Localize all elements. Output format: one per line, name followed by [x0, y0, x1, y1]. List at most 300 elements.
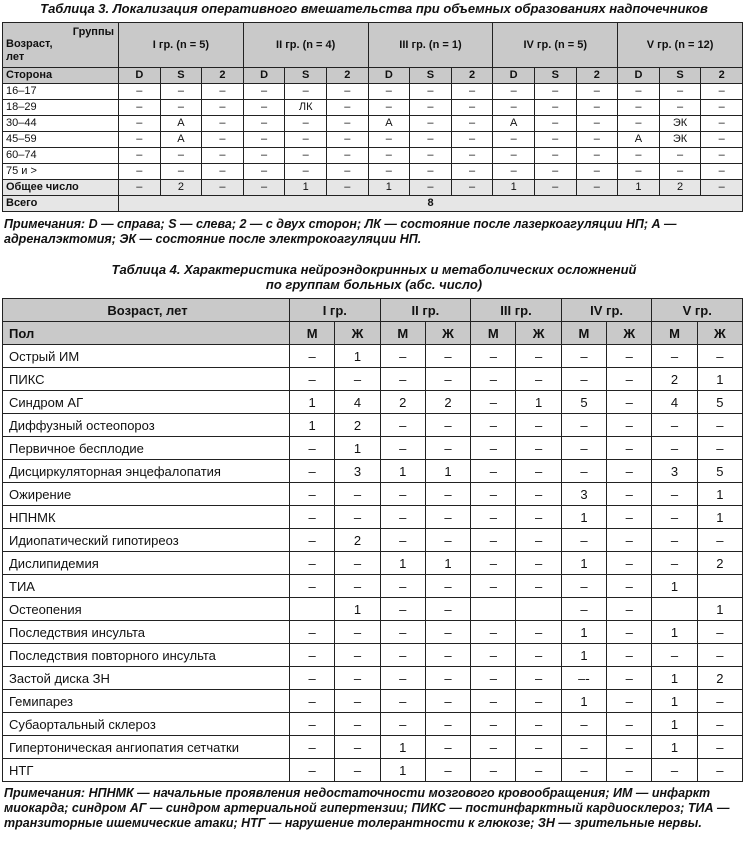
table-cell: –: [119, 84, 161, 100]
table-cell: –: [119, 164, 161, 180]
table4-sex-header: М: [471, 322, 516, 345]
table-cell: –: [119, 132, 161, 148]
table-cell: –: [290, 736, 335, 759]
table-cell: –: [607, 460, 652, 483]
table3-subcol-header: S: [659, 68, 701, 84]
row-label: 45–59: [3, 132, 119, 148]
table-cell: –: [493, 84, 535, 100]
table-cell: –: [285, 164, 327, 180]
table-cell: –: [659, 100, 701, 116]
table-cell: –: [607, 667, 652, 690]
table-row: [3, 132, 743, 148]
table-cell: –: [471, 736, 516, 759]
table-cell: –: [607, 368, 652, 391]
table-row: [3, 575, 743, 598]
table-cell: –: [380, 644, 425, 667]
table-cell: –: [471, 552, 516, 575]
table-cell: –: [652, 644, 697, 667]
table-cell: –: [607, 621, 652, 644]
table3: [2, 22, 743, 212]
table-cell: –: [516, 345, 561, 368]
table-cell: –: [326, 180, 368, 196]
table-cell: –: [243, 116, 285, 132]
table-cell: –: [425, 529, 470, 552]
table-cell: –: [335, 575, 380, 598]
row-label: Остеопения: [3, 598, 290, 621]
table-cell: –: [368, 132, 410, 148]
row-label: Дислипидемия: [3, 552, 290, 575]
table4-note: Примечания: НПНМК — начальные проявления недостаточности мозгового кровообращения; ИМ — инфаркт миокарда; синдром АГ — синдром артериальной гипертензии; ПИКС — постинфарктный кардиосклероз; ТИА — транзиторные ишемические атаки; НТГ — нарушение толерантности к глюкозе; ЗН — зрительные нервы.: [4, 786, 730, 830]
table-cell: –: [410, 148, 452, 164]
table-cell: 1: [652, 575, 697, 598]
table-cell: 1: [380, 552, 425, 575]
table-cell: 1: [493, 180, 535, 196]
table-cell: –: [326, 116, 368, 132]
table-cell: –: [607, 483, 652, 506]
table-cell: –: [119, 148, 161, 164]
table-cell: –: [380, 690, 425, 713]
table-row: [3, 736, 743, 759]
table-cell: –: [368, 164, 410, 180]
table-cell: –: [380, 575, 425, 598]
table3-side-header: [3, 68, 743, 84]
row-label: Гемипарез: [3, 690, 290, 713]
table4-group-header: [3, 299, 743, 322]
table-cell: –: [368, 84, 410, 100]
table-cell: 1: [290, 414, 335, 437]
table-cell: 1: [652, 713, 697, 736]
table-cell: –: [607, 713, 652, 736]
table-cell: –: [471, 460, 516, 483]
row-label: Общее число: [3, 180, 119, 196]
table-cell: –: [202, 164, 244, 180]
table-cell: –: [659, 164, 701, 180]
table4-sex-header: [3, 322, 743, 345]
table-cell: 1: [516, 391, 561, 414]
table-cell: –: [561, 529, 606, 552]
table-cell: –: [243, 180, 285, 196]
table-cell: –: [425, 736, 470, 759]
table-row: [3, 644, 743, 667]
table-cell: –: [516, 713, 561, 736]
table-cell: –: [471, 713, 516, 736]
table-row: [3, 667, 743, 690]
table-cell: –: [701, 180, 743, 196]
table4-title: [4, 262, 744, 292]
table-cell: –: [335, 736, 380, 759]
table-cell: –: [701, 132, 743, 148]
table-cell: 1: [561, 644, 606, 667]
table-cell: –: [202, 100, 244, 116]
table-cell: –: [607, 644, 652, 667]
table4-sex-header: Ж: [607, 322, 652, 345]
table-cell: 1: [380, 736, 425, 759]
table-cell: 1: [425, 552, 470, 575]
table-cell: –: [534, 148, 576, 164]
table-cell: –: [607, 506, 652, 529]
table3-corner-age: Возраст, лет: [6, 38, 53, 63]
table-cell: –: [493, 132, 535, 148]
table-cell: –: [380, 345, 425, 368]
table-cell: –: [285, 148, 327, 164]
table-cell: –: [516, 759, 561, 782]
table-cell: 2: [697, 667, 742, 690]
table-cell: 1: [335, 598, 380, 621]
table4-sex-header: Ж: [425, 322, 470, 345]
table-cell: –: [618, 148, 660, 164]
table-cell: –: [561, 598, 606, 621]
table-cell: –: [471, 437, 516, 460]
table-cell: –: [425, 690, 470, 713]
row-label: Субаортальный склероз: [3, 713, 290, 736]
table-cell: –: [326, 100, 368, 116]
table-cell: –: [652, 552, 697, 575]
table-cell: –: [425, 621, 470, 644]
table-cell: –: [471, 414, 516, 437]
table-cell: 5: [697, 391, 742, 414]
row-label: Синдром АГ: [3, 391, 290, 414]
row-label: 30–44: [3, 116, 119, 132]
table-cell: –: [576, 164, 618, 180]
table-cell: –: [516, 414, 561, 437]
table-cell: –: [561, 759, 606, 782]
table-cell: 1: [697, 368, 742, 391]
table-cell: –: [561, 575, 606, 598]
table-cell: –: [425, 713, 470, 736]
table-cell: –: [516, 506, 561, 529]
table-cell: –: [701, 164, 743, 180]
table-cell: –: [425, 759, 470, 782]
row-label: Первичное бесплодие: [3, 437, 290, 460]
table-cell: –: [425, 506, 470, 529]
table-cell: –: [290, 529, 335, 552]
table-cell: –: [697, 621, 742, 644]
table3-corner-groups: Группы: [72, 26, 114, 38]
table-cell: –: [607, 437, 652, 460]
table-cell: ЭК: [659, 116, 701, 132]
table-cell: 3: [561, 483, 606, 506]
table-cell: –: [380, 483, 425, 506]
row-label: Идиопатический гипотиреоз: [3, 529, 290, 552]
row-label: Диффузный остеопороз: [3, 414, 290, 437]
table-row: [3, 148, 743, 164]
table-cell: –: [697, 644, 742, 667]
table4-sex-header: Ж: [516, 322, 561, 345]
table-cell: –: [290, 690, 335, 713]
table-cell: 1: [285, 180, 327, 196]
table-cell: 1: [652, 621, 697, 644]
table-cell: –: [607, 391, 652, 414]
table4-group-5: V гр.: [652, 299, 743, 322]
table-cell: –: [701, 148, 743, 164]
table-cell: –: [335, 621, 380, 644]
table-cell: –: [471, 759, 516, 782]
table-cell: 1: [561, 621, 606, 644]
table-cell: –: [380, 713, 425, 736]
table-cell: –: [380, 529, 425, 552]
table3-subcol-header: S: [160, 68, 202, 84]
table-cell: –: [652, 414, 697, 437]
table-cell: –: [290, 368, 335, 391]
table-cell: –: [380, 414, 425, 437]
table-row: [3, 345, 743, 368]
table-cell: –: [160, 148, 202, 164]
table-cell: –: [290, 667, 335, 690]
table-cell: –: [618, 84, 660, 100]
table-cell: –: [326, 132, 368, 148]
table-cell: –: [652, 437, 697, 460]
table-cell: –: [451, 148, 493, 164]
table-cell: –: [160, 164, 202, 180]
table-cell: 2: [160, 180, 202, 196]
table-cell: [652, 598, 697, 621]
table-cell: –: [425, 598, 470, 621]
table-cell: –: [326, 164, 368, 180]
table-cell: –: [471, 391, 516, 414]
table-cell: –: [652, 506, 697, 529]
table-cell: –: [410, 180, 452, 196]
table-cell: –: [335, 713, 380, 736]
table-row: [3, 713, 743, 736]
table-cell: 3: [652, 460, 697, 483]
table-cell: –: [607, 690, 652, 713]
row-label: ТИА: [3, 575, 290, 598]
table-cell: –: [410, 164, 452, 180]
table-cell: –: [202, 132, 244, 148]
table-cell: –: [425, 483, 470, 506]
table-cell: –: [285, 84, 327, 100]
table-cell: –: [607, 759, 652, 782]
table-cell: –: [607, 414, 652, 437]
table-cell: –-: [561, 667, 606, 690]
table4-title-line1: Таблица 4. Характеристика нейроэндокринных и метаболических осложнений: [111, 262, 637, 277]
table-cell: 1: [697, 483, 742, 506]
table-cell: –: [561, 345, 606, 368]
table-cell: –: [285, 116, 327, 132]
row-label: Последствия инсульта: [3, 621, 290, 644]
table-row: [3, 368, 743, 391]
row-label: Дисциркуляторная энцефалопатия: [3, 460, 290, 483]
table-cell: –: [701, 100, 743, 116]
table-cell: –: [701, 116, 743, 132]
table-cell: –: [202, 180, 244, 196]
table-cell: –: [607, 736, 652, 759]
row-label: Ожирение: [3, 483, 290, 506]
table-cell: –: [160, 100, 202, 116]
table-cell: –: [290, 552, 335, 575]
table3-group-5: V гр. (n = 12): [618, 23, 743, 68]
table-cell: –: [471, 690, 516, 713]
table-cell: 1: [652, 690, 697, 713]
table-cell: 3: [335, 460, 380, 483]
table-cell: 1: [652, 736, 697, 759]
table-cell: А: [160, 132, 202, 148]
table-cell: –: [576, 100, 618, 116]
table-row: [3, 529, 743, 552]
table-row: [3, 84, 743, 100]
table-row: [3, 164, 743, 180]
table-cell: –: [410, 116, 452, 132]
table-row: [3, 759, 743, 782]
table-cell: –: [290, 460, 335, 483]
table4-group-3: III гр.: [471, 299, 562, 322]
table3-subcol-header: 2: [451, 68, 493, 84]
table-cell: –: [516, 644, 561, 667]
table4-sex-header: М: [290, 322, 335, 345]
table-cell: –: [471, 575, 516, 598]
table-row: [3, 506, 743, 529]
table-row: [3, 100, 743, 116]
table-cell: –: [335, 667, 380, 690]
table-cell: –: [516, 736, 561, 759]
table-row: [3, 460, 743, 483]
table-cell: –: [290, 483, 335, 506]
row-label: Последствия повторного инсульта: [3, 644, 290, 667]
table4-sex-header: М: [561, 322, 606, 345]
table-cell: –: [335, 690, 380, 713]
table-row: [3, 483, 743, 506]
table-cell: –: [607, 552, 652, 575]
table-cell: 2: [659, 180, 701, 196]
table-row: [3, 621, 743, 644]
table3-subcol-header: D: [368, 68, 410, 84]
table-row: [3, 552, 743, 575]
table-cell: –: [652, 483, 697, 506]
table-cell: –: [425, 644, 470, 667]
table3-grand-total-row: [3, 196, 743, 212]
table-cell: –: [290, 759, 335, 782]
table4-sex-label: Пол: [3, 322, 290, 345]
table-cell: –: [335, 759, 380, 782]
table-cell: –: [380, 368, 425, 391]
table-cell: –: [243, 100, 285, 116]
table3-subcol-header: 2: [202, 68, 244, 84]
table3-group-4: IV гр. (n = 5): [493, 23, 618, 68]
table-cell: –: [576, 148, 618, 164]
table3-group-2: II гр. (n = 4): [243, 23, 368, 68]
table-cell: –: [380, 667, 425, 690]
table-cell: –: [561, 460, 606, 483]
table3-subcol-header: 2: [326, 68, 368, 84]
table-cell: –: [425, 667, 470, 690]
row-label: Застой диска ЗН: [3, 667, 290, 690]
table-cell: –: [368, 148, 410, 164]
table3-subcol-header: S: [410, 68, 452, 84]
table4-title-line2: по группам больных (абс. число): [265, 277, 483, 292]
table-cell: –: [243, 84, 285, 100]
table-cell: –: [290, 644, 335, 667]
row-label: НТГ: [3, 759, 290, 782]
table-cell: А: [618, 132, 660, 148]
table-cell: –: [335, 483, 380, 506]
table-cell: –: [493, 148, 535, 164]
table-cell: –: [425, 368, 470, 391]
row-label: Гипертоническая ангиопатия сетчатки: [3, 736, 290, 759]
table-cell: [290, 598, 335, 621]
table-cell: –: [561, 414, 606, 437]
table-cell: –: [202, 148, 244, 164]
table-cell: –: [335, 644, 380, 667]
table-cell: –: [576, 132, 618, 148]
table-row: [3, 116, 743, 132]
table-cell: –: [516, 667, 561, 690]
table3-group-header: [3, 23, 743, 68]
table-row: [3, 391, 743, 414]
table-cell: –: [290, 506, 335, 529]
table-cell: 1: [380, 759, 425, 782]
table-cell: –: [659, 148, 701, 164]
table3-subcol-header: D: [119, 68, 161, 84]
table-cell: 1: [697, 598, 742, 621]
table-cell: –: [534, 132, 576, 148]
table-cell: 2: [652, 368, 697, 391]
table3-side-label: Сторона: [3, 68, 119, 84]
table-cell: –: [425, 575, 470, 598]
table-cell: –: [534, 100, 576, 116]
table-cell: –: [576, 116, 618, 132]
table-cell: –: [659, 84, 701, 100]
table-cell: 1: [652, 667, 697, 690]
table3-subcol-header: 2: [576, 68, 618, 84]
table-cell: –: [516, 368, 561, 391]
table-cell: –: [534, 116, 576, 132]
table-cell: –: [516, 575, 561, 598]
row-label: НПНМК: [3, 506, 290, 529]
table-cell: –: [290, 437, 335, 460]
table-cell: –: [697, 713, 742, 736]
row-label: Всего: [3, 196, 119, 212]
table-cell: 5: [697, 460, 742, 483]
table3-group-1: I гр. (n = 5): [119, 23, 244, 68]
table-cell: 2: [335, 414, 380, 437]
table-cell: А: [493, 116, 535, 132]
table-cell: –: [652, 345, 697, 368]
table-cell: –: [451, 116, 493, 132]
table-cell: –: [607, 345, 652, 368]
table-cell: –: [290, 575, 335, 598]
table-cell: –: [380, 598, 425, 621]
table-cell: –: [493, 164, 535, 180]
table3-corner-cell: [3, 23, 119, 68]
table-cell: –: [471, 529, 516, 552]
table-cell: –: [697, 690, 742, 713]
table-cell: –: [425, 437, 470, 460]
table-cell: –: [410, 84, 452, 100]
table-cell: –: [701, 84, 743, 100]
table-cell: –: [561, 713, 606, 736]
table-cell: –: [326, 148, 368, 164]
table-row: [3, 690, 743, 713]
table4-group-4: IV гр.: [561, 299, 652, 322]
row-label: 75 и >: [3, 164, 119, 180]
table3-subcol-header: D: [243, 68, 285, 84]
table4-age-label: Возраст, лет: [3, 299, 290, 322]
table-cell: –: [380, 621, 425, 644]
table-cell: –: [697, 345, 742, 368]
table-cell: –: [516, 437, 561, 460]
table-cell: –: [243, 132, 285, 148]
table-cell: –: [516, 552, 561, 575]
table-cell: –: [493, 100, 535, 116]
table4-sex-header: Ж: [335, 322, 380, 345]
table-cell: –: [335, 552, 380, 575]
table-cell: –: [607, 575, 652, 598]
table-cell: [697, 575, 742, 598]
table4-sex-header: Ж: [697, 322, 742, 345]
table-cell: –: [561, 736, 606, 759]
table3-subcol-header: S: [285, 68, 327, 84]
table-cell: 2: [335, 529, 380, 552]
